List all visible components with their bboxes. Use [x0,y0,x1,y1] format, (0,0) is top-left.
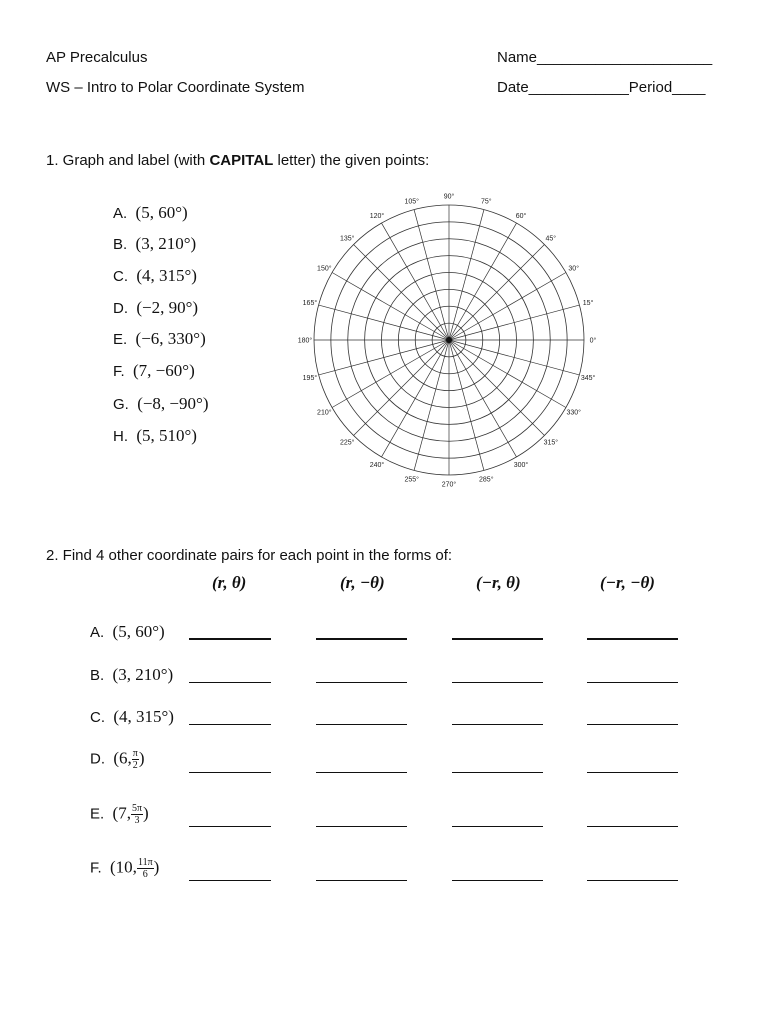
period-label[interactable]: Period____ [628,79,706,96]
polar-angle-label: 240° [369,462,385,470]
polar-angle-label: 120° [369,212,385,220]
answer-blank[interactable] [189,772,271,773]
answer-blank[interactable] [189,880,271,881]
q2-row-f-close: ) [153,857,160,877]
q2-row-f-fraction: $\frac{11\pi}{6}$ [137,857,153,880]
polar-spoke [332,273,449,341]
polar-angle-label: 135° [339,235,355,243]
polar-angle-label: 210° [317,409,332,417]
q2-row-d-fraction: $\frac{\pi}{2}$ [132,748,138,771]
polar-graph-paper[interactable] [290,190,600,490]
q1-point: E. (−6, 330°) [113,329,206,348]
q2-row-f-open: (10, [110,857,137,877]
answer-blank[interactable] [316,826,407,827]
answer-blank[interactable] [587,682,678,683]
answer-blank[interactable] [587,638,678,640]
polar-angle-label: 255° [404,476,419,484]
polar-spoke [449,340,544,435]
name-field[interactable]: Name_____________________ [497,49,713,66]
q2-row-a-label: A. (5, 60°) [90,622,165,641]
polar-angle-label: 315° [543,439,559,447]
answer-blank[interactable] [452,826,543,827]
polar-spoke [449,340,484,470]
q1-point: D. (−2, 90°) [113,298,199,317]
polar-spoke [414,340,449,470]
polar-angle-label: 330° [566,409,581,417]
polar-spoke [449,340,579,375]
polar-angle-label: 60° [515,212,527,220]
q1-point: C. (4, 315°) [113,266,197,285]
polar-angle-label: 150° [317,265,332,273]
polar-spoke [354,245,449,340]
answer-blank[interactable] [316,724,407,725]
answer-blank[interactable] [452,724,543,725]
answer-blank[interactable] [452,880,543,881]
q2-row-d-open: (6, [113,748,132,768]
polar-angle-label: 30° [568,265,580,273]
q1-prefix: 1. Graph and label (with [46,152,210,169]
q2-row-e-close: ) [143,803,149,823]
polar-spoke [449,273,566,341]
q1-suffix: letter) the given points: [273,152,430,169]
polar-spoke [449,340,517,457]
answer-blank[interactable] [189,826,271,827]
answer-blank[interactable] [316,638,407,640]
q2-row-d-close: ) [138,748,145,768]
answer-blank[interactable] [452,772,543,773]
q1-point: H. (5, 510°) [113,426,197,445]
polar-angle-label: 225° [339,439,355,447]
q2-row-e-open: (7, [112,803,131,823]
answer-blank[interactable] [316,772,407,773]
date-label[interactable]: Date____________ [497,79,629,96]
polar-spoke [332,340,449,408]
answer-blank[interactable] [189,638,271,640]
course-title: AP Precalculus [46,49,148,66]
polar-angle-label: 15° [582,300,594,308]
answer-blank[interactable] [587,724,678,725]
answer-blank[interactable] [587,880,678,881]
polar-angle-label: 345° [580,374,596,382]
polar-spoke [414,210,449,340]
q1-point: G. (−8, −90°) [113,394,209,413]
answer-blank[interactable] [452,682,543,683]
polar-spoke [449,210,484,340]
question-1-prompt [46,152,429,169]
polar-origin [446,337,452,343]
q2-row-e-fraction: $\frac{5\pi}{3}$ [131,803,143,826]
q2-row-b-label: B. (3, 210°) [90,665,174,684]
polar-spoke [319,305,449,340]
polar-angle-label: 165° [302,300,318,308]
polar-angle-label: 180° [297,337,313,345]
column-head-neg-r-neg-theta: (−r, −θ) [600,573,655,592]
column-head-r-neg-theta: (r, −θ) [340,573,385,592]
worksheet-title: WS – Intro to Polar Coordinate System [46,79,305,96]
answer-blank[interactable] [189,682,271,683]
column-head-neg-r-theta: (−r, θ) [476,573,521,592]
answer-blank[interactable] [316,880,407,881]
polar-spoke [354,340,449,435]
polar-angle-label: 105° [404,198,419,206]
polar-spoke [449,305,579,340]
q1-point: F. (7, −60°) [113,361,195,380]
polar-angle-label: 195° [302,374,318,382]
polar-spoke [382,340,450,457]
polar-angle-label: 270° [441,481,457,489]
answer-blank[interactable] [189,724,271,725]
q2-row-e-label: E. (7, $\frac{5\pi}{3}$ ) [90,803,149,826]
answer-blank[interactable] [587,826,678,827]
polar-spoke [449,340,566,408]
answer-blank[interactable] [316,682,407,683]
q1-point: A. (5, 60°) [113,203,188,222]
polar-spoke [449,223,517,340]
q2-row-d-label: D. (6, $\frac{\pi}{2}$ ) [90,748,145,771]
column-head-r-theta: (r, θ) [212,573,247,592]
polar-angle-label: 0° [589,337,597,345]
polar-angle-label: 90° [443,193,455,201]
polar-spoke [449,245,544,340]
q2-row-c-label: C. (4, 315°) [90,707,174,726]
q1-point: B. (3, 210°) [113,234,197,253]
polar-angle-label: 45° [545,235,557,243]
polar-angle-label: 285° [479,476,494,484]
date-field[interactable] [497,79,706,96]
polar-angle-label: 300° [513,462,529,470]
polar-spoke [382,223,450,340]
question-2-prompt: 2. Find 4 other coordinate pairs for each point in the forms of: [46,547,453,564]
answer-blank[interactable] [452,638,543,640]
q2-row-f-label: F. (10, $\frac{11\pi}{6}$ ) [90,857,160,880]
q1-emphasis: CAPITAL [209,152,274,169]
polar-spoke [319,340,449,375]
polar-angle-label: 75° [480,198,492,206]
answer-blank[interactable] [587,772,678,773]
